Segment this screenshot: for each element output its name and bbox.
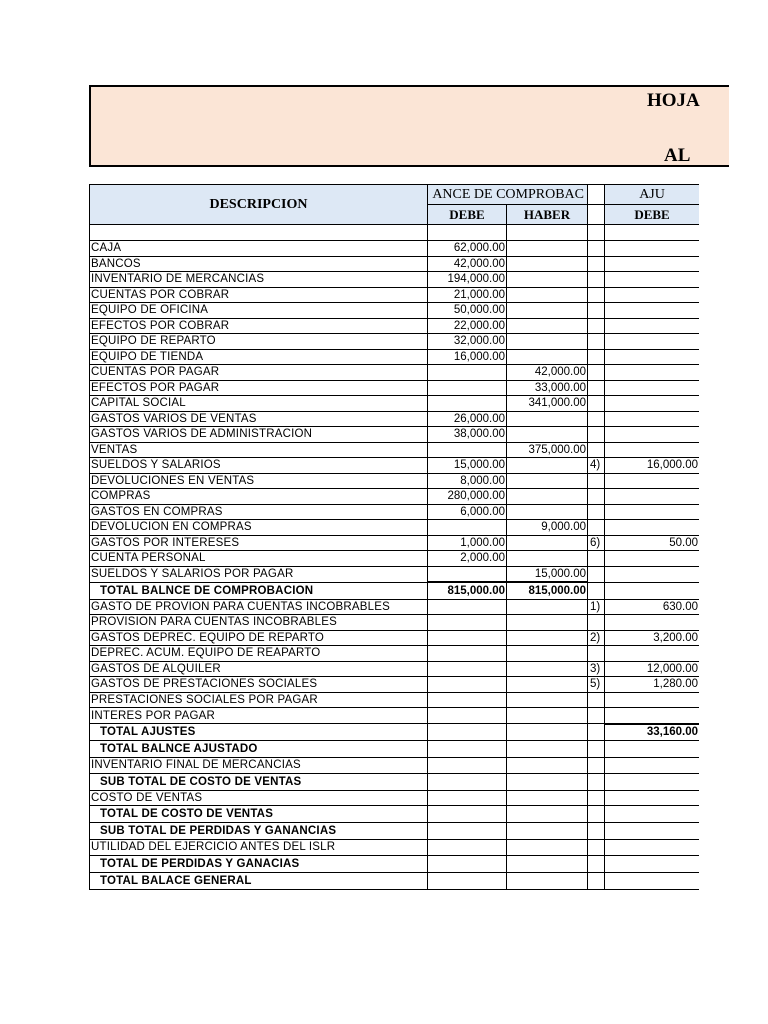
debe-cell[interactable]: 6,000.00 bbox=[428, 504, 507, 520]
debe-cell[interactable]: 15,000.00 bbox=[428, 458, 507, 474]
ajustes-debe-cell[interactable] bbox=[605, 272, 699, 288]
ajustes-debe-cell[interactable] bbox=[605, 303, 699, 319]
haber-cell[interactable] bbox=[507, 411, 588, 427]
column-header-balance-comprobacion: ANCE DE COMPROBAC bbox=[428, 185, 588, 205]
adjustment-ref-cell[interactable]: 1) bbox=[588, 599, 605, 615]
debe-cell[interactable] bbox=[428, 823, 507, 840]
ajustes-debe-cell[interactable] bbox=[605, 411, 699, 427]
table-row bbox=[90, 241, 700, 257]
account-description[interactable]: PRESTACIONES SOCIALES POR PAGAR bbox=[90, 692, 428, 708]
haber-cell[interactable] bbox=[507, 758, 588, 774]
table-row bbox=[90, 272, 700, 288]
table-row bbox=[90, 741, 700, 758]
adjustment-ref-cell[interactable] bbox=[588, 823, 605, 840]
account-description[interactable]: COMPRAS bbox=[90, 489, 428, 505]
adjustment-ref-cell[interactable]: 3) bbox=[588, 661, 605, 677]
adjustment-ref-cell[interactable] bbox=[588, 473, 605, 489]
table-row bbox=[90, 365, 700, 381]
ajustes-debe-cell[interactable] bbox=[605, 790, 699, 806]
account-description[interactable]: TOTAL DE COSTO DE VENTAS bbox=[90, 806, 428, 823]
account-description[interactable]: GASTOS DE PRESTACIONES SOCIALES bbox=[90, 677, 428, 693]
header-spacer bbox=[588, 205, 605, 225]
ajustes-debe-cell[interactable] bbox=[605, 473, 699, 489]
ajustes-debe-cell[interactable]: 630.00 bbox=[605, 599, 699, 615]
debe-cell[interactable] bbox=[428, 806, 507, 823]
account-description[interactable]: SUELDOS Y SALARIOS bbox=[90, 458, 428, 474]
debe-cell[interactable]: 26,000.00 bbox=[428, 411, 507, 427]
adjustment-ref-cell[interactable] bbox=[588, 520, 605, 536]
debe-cell[interactable]: 42,000.00 bbox=[428, 256, 507, 272]
haber-cell[interactable] bbox=[507, 504, 588, 520]
table-row bbox=[90, 630, 700, 646]
account-description[interactable]: DEVOLUCIONES EN VENTAS bbox=[90, 473, 428, 489]
haber-cell[interactable]: 375,000.00 bbox=[507, 442, 588, 458]
debe-cell[interactable] bbox=[428, 225, 507, 241]
table-row bbox=[90, 458, 700, 474]
adjustment-ref-cell[interactable] bbox=[588, 365, 605, 381]
adjustment-ref-cell[interactable] bbox=[588, 504, 605, 520]
table-row bbox=[90, 334, 700, 350]
debe-cell[interactable] bbox=[428, 855, 507, 872]
table-row bbox=[90, 599, 700, 615]
ajustes-debe-cell[interactable] bbox=[605, 758, 699, 774]
ajustes-debe-cell[interactable] bbox=[605, 442, 699, 458]
ajustes-debe-cell[interactable] bbox=[605, 241, 699, 257]
adjustment-ref-cell[interactable] bbox=[588, 855, 605, 872]
haber-cell[interactable]: 9,000.00 bbox=[507, 520, 588, 536]
ajustes-debe-cell[interactable]: 16,000.00 bbox=[605, 458, 699, 474]
column-header-haber: HABER bbox=[507, 205, 588, 225]
account-description[interactable]: TOTAL BALACE GENERAL bbox=[90, 872, 428, 889]
account-description[interactable]: GASTOS EN COMPRAS bbox=[90, 504, 428, 520]
ajustes-debe-cell[interactable] bbox=[605, 741, 699, 758]
table-row bbox=[90, 646, 700, 662]
haber-cell[interactable] bbox=[507, 489, 588, 505]
table-row bbox=[90, 504, 700, 520]
table-row bbox=[90, 535, 700, 551]
adjustment-ref-cell[interactable] bbox=[588, 773, 605, 790]
haber-cell[interactable] bbox=[507, 806, 588, 823]
table-row bbox=[90, 520, 700, 536]
debe-cell[interactable] bbox=[428, 661, 507, 677]
ajustes-debe-cell[interactable] bbox=[605, 396, 699, 412]
adjustment-ref-cell[interactable] bbox=[588, 334, 605, 350]
table-row bbox=[90, 551, 700, 567]
adjustment-ref-cell[interactable] bbox=[588, 758, 605, 774]
adjustment-ref-cell[interactable] bbox=[588, 256, 605, 272]
table-row bbox=[90, 855, 700, 872]
adjustment-ref-cell[interactable]: 2) bbox=[588, 630, 605, 646]
debe-cell[interactable]: 2,000.00 bbox=[428, 551, 507, 567]
adjustment-ref-cell[interactable]: 5) bbox=[588, 677, 605, 693]
account-description[interactable]: TOTAL DE PERDIDAS Y GANACIAS bbox=[90, 855, 428, 872]
header-spacer bbox=[588, 185, 605, 205]
table-row bbox=[90, 427, 700, 443]
column-header-debe: DEBE bbox=[428, 205, 507, 225]
table-row bbox=[90, 677, 700, 693]
debe-cell[interactable] bbox=[428, 566, 507, 582]
adjustment-ref-cell[interactable] bbox=[588, 615, 605, 631]
ajustes-debe-cell[interactable] bbox=[605, 692, 699, 708]
account-description[interactable]: CAPITAL SOCIAL bbox=[90, 396, 428, 412]
account-description[interactable]: EFECTOS POR COBRAR bbox=[90, 318, 428, 334]
account-description[interactable]: UTILIDAD DEL EJERCICIO ANTES DEL ISLR bbox=[90, 840, 428, 856]
adjustment-ref-cell[interactable] bbox=[588, 840, 605, 856]
debe-cell[interactable] bbox=[428, 442, 507, 458]
haber-cell[interactable]: 341,000.00 bbox=[507, 396, 588, 412]
haber-cell[interactable] bbox=[507, 272, 588, 288]
haber-cell[interactable]: 42,000.00 bbox=[507, 365, 588, 381]
table-row bbox=[90, 396, 700, 412]
account-description[interactable]: PROVISION PARA CUENTAS INCOBRABLES bbox=[90, 615, 428, 631]
debe-cell[interactable] bbox=[428, 840, 507, 856]
haber-cell[interactable] bbox=[507, 318, 588, 334]
table-row bbox=[90, 318, 700, 334]
ajustes-debe-cell[interactable] bbox=[605, 773, 699, 790]
table-row bbox=[90, 473, 700, 489]
table-row bbox=[90, 256, 700, 272]
account-description[interactable] bbox=[90, 225, 428, 241]
debe-cell[interactable]: 38,000.00 bbox=[428, 427, 507, 443]
ajustes-debe-cell[interactable] bbox=[605, 256, 699, 272]
ajustes-debe-cell[interactable] bbox=[605, 380, 699, 396]
table-row bbox=[90, 840, 700, 856]
ajustes-debe-cell[interactable] bbox=[605, 582, 699, 599]
haber-cell[interactable] bbox=[507, 790, 588, 806]
haber-cell[interactable] bbox=[507, 241, 588, 257]
ajustes-debe-cell[interactable] bbox=[605, 318, 699, 334]
debe-cell[interactable]: 1,000.00 bbox=[428, 535, 507, 551]
adjustment-ref-cell[interactable] bbox=[588, 489, 605, 505]
ajustes-debe-cell[interactable]: 50.00 bbox=[605, 535, 699, 551]
debe-cell[interactable] bbox=[428, 380, 507, 396]
adjustment-ref-cell[interactable] bbox=[588, 708, 605, 724]
haber-cell[interactable] bbox=[507, 599, 588, 615]
haber-cell[interactable]: 33,000.00 bbox=[507, 380, 588, 396]
debe-cell[interactable]: 8,000.00 bbox=[428, 473, 507, 489]
ajustes-debe-cell[interactable]: 3,200.00 bbox=[605, 630, 699, 646]
debe-cell[interactable] bbox=[428, 677, 507, 693]
haber-cell[interactable] bbox=[507, 458, 588, 474]
account-description[interactable]: CUENTA PERSONAL bbox=[90, 551, 428, 567]
adjustment-ref-cell[interactable] bbox=[588, 442, 605, 458]
debe-cell[interactable]: 32,000.00 bbox=[428, 334, 507, 350]
haber-cell[interactable] bbox=[507, 872, 588, 889]
debe-cell[interactable] bbox=[428, 872, 507, 889]
adjustment-ref-cell[interactable] bbox=[588, 551, 605, 567]
account-description[interactable]: INTERES POR PAGAR bbox=[90, 708, 428, 724]
table-row bbox=[90, 758, 700, 774]
account-description[interactable]: TOTAL BALNCE AJUSTADO bbox=[90, 741, 428, 758]
ajustes-debe-cell[interactable] bbox=[605, 566, 699, 582]
adjustment-ref-cell[interactable] bbox=[588, 380, 605, 396]
debe-cell[interactable] bbox=[428, 630, 507, 646]
account-description[interactable]: EFECTOS POR PAGAR bbox=[90, 380, 428, 396]
haber-cell[interactable] bbox=[507, 427, 588, 443]
ajustes-debe-cell[interactable] bbox=[605, 334, 699, 350]
table-row bbox=[90, 773, 700, 790]
account-description[interactable]: SUB TOTAL DE PERDIDAS Y GANANCIAS bbox=[90, 823, 428, 840]
adjustment-ref-cell[interactable] bbox=[588, 566, 605, 582]
table-row bbox=[90, 806, 700, 823]
haber-cell[interactable] bbox=[507, 303, 588, 319]
adjustment-ref-cell[interactable] bbox=[588, 790, 605, 806]
account-description[interactable]: GASTOS VARIOS DE VENTAS bbox=[90, 411, 428, 427]
haber-cell[interactable] bbox=[507, 724, 588, 741]
ajustes-debe-cell[interactable] bbox=[605, 504, 699, 520]
haber-cell[interactable] bbox=[507, 334, 588, 350]
haber-cell[interactable] bbox=[507, 840, 588, 856]
adjustment-ref-cell[interactable] bbox=[588, 692, 605, 708]
adjustment-ref-cell[interactable] bbox=[588, 272, 605, 288]
haber-cell[interactable] bbox=[507, 661, 588, 677]
adjustment-ref-cell[interactable] bbox=[588, 582, 605, 599]
account-description[interactable]: DEVOLUCION EN COMPRAS bbox=[90, 520, 428, 536]
account-description[interactable]: GASTOS DEPREC. EQUIPO DE REPARTO bbox=[90, 630, 428, 646]
account-description[interactable]: GASTOS DE ALQUILER bbox=[90, 661, 428, 677]
haber-cell[interactable] bbox=[507, 225, 588, 241]
debe-cell[interactable] bbox=[428, 741, 507, 758]
haber-cell[interactable] bbox=[507, 535, 588, 551]
haber-cell[interactable] bbox=[507, 256, 588, 272]
table-row bbox=[90, 790, 700, 806]
table-row bbox=[90, 442, 700, 458]
account-description[interactable]: CAJA bbox=[90, 241, 428, 257]
ajustes-debe-cell[interactable] bbox=[605, 349, 699, 365]
debe-cell[interactable]: 16,000.00 bbox=[428, 349, 507, 365]
adjustment-ref-cell[interactable]: 6) bbox=[588, 535, 605, 551]
ajustes-debe-cell[interactable] bbox=[605, 427, 699, 443]
account-description[interactable]: EQUIPO DE TIENDA bbox=[90, 349, 428, 365]
table-row bbox=[90, 823, 700, 840]
account-description[interactable]: GASTOS VARIOS DE ADMINISTRACION bbox=[90, 427, 428, 443]
haber-cell[interactable] bbox=[507, 349, 588, 365]
table-row bbox=[90, 287, 700, 303]
column-header-ajustes-debe: DEBE bbox=[605, 205, 699, 225]
table-row bbox=[90, 225, 700, 241]
account-description[interactable]: INVENTARIO FINAL DE MERCANCIAS bbox=[90, 758, 428, 774]
haber-cell[interactable] bbox=[507, 708, 588, 724]
haber-cell[interactable] bbox=[507, 823, 588, 840]
ajustes-debe-cell[interactable] bbox=[605, 287, 699, 303]
adjustment-ref-cell[interactable] bbox=[588, 287, 605, 303]
account-description[interactable]: EQUIPO DE OFICINA bbox=[90, 303, 428, 319]
ajustes-debe-cell[interactable] bbox=[605, 708, 699, 724]
account-description[interactable]: COSTO DE VENTAS bbox=[90, 790, 428, 806]
debe-cell[interactable] bbox=[428, 365, 507, 381]
ajustes-debe-cell[interactable] bbox=[605, 489, 699, 505]
ajustes-debe-cell[interactable] bbox=[605, 855, 699, 872]
haber-cell[interactable] bbox=[507, 677, 588, 693]
haber-cell[interactable] bbox=[507, 692, 588, 708]
table-row bbox=[90, 692, 700, 708]
debe-cell[interactable] bbox=[428, 396, 507, 412]
adjustment-ref-cell[interactable] bbox=[588, 396, 605, 412]
account-description[interactable]: EQUIPO DE REPARTO bbox=[90, 334, 428, 350]
adjustment-ref-cell[interactable] bbox=[588, 303, 605, 319]
debe-cell[interactable] bbox=[428, 724, 507, 741]
adjustment-ref-cell[interactable]: 4) bbox=[588, 458, 605, 474]
haber-cell[interactable] bbox=[507, 646, 588, 662]
debe-cell[interactable] bbox=[428, 758, 507, 774]
debe-cell[interactable] bbox=[428, 599, 507, 615]
adjustment-ref-cell[interactable] bbox=[588, 724, 605, 741]
haber-cell[interactable] bbox=[507, 473, 588, 489]
account-description[interactable]: DEPREC. ACUM. EQUIPO DE REAPARTO bbox=[90, 646, 428, 662]
adjustment-ref-cell[interactable] bbox=[588, 872, 605, 889]
adjustment-ref-cell[interactable] bbox=[588, 241, 605, 257]
account-description[interactable]: TOTAL AJUSTES bbox=[90, 724, 428, 741]
account-description[interactable]: CUENTAS POR COBRAR bbox=[90, 287, 428, 303]
debe-cell[interactable] bbox=[428, 692, 507, 708]
table-row bbox=[90, 724, 700, 741]
table-row bbox=[90, 615, 700, 631]
debe-cell[interactable] bbox=[428, 646, 507, 662]
haber-cell[interactable] bbox=[507, 773, 588, 790]
adjustment-ref-cell[interactable] bbox=[588, 225, 605, 241]
table-row bbox=[90, 349, 700, 365]
ajustes-debe-cell[interactable] bbox=[605, 225, 699, 241]
ajustes-debe-cell[interactable] bbox=[605, 823, 699, 840]
debe-cell[interactable] bbox=[428, 520, 507, 536]
adjustment-ref-cell[interactable] bbox=[588, 646, 605, 662]
worksheet-table bbox=[89, 184, 699, 890]
adjustment-ref-cell[interactable] bbox=[588, 318, 605, 334]
table-row bbox=[90, 566, 700, 582]
debe-cell[interactable]: 21,000.00 bbox=[428, 287, 507, 303]
worksheet-title-banner bbox=[89, 85, 729, 167]
account-description[interactable]: VENTAS bbox=[90, 442, 428, 458]
account-description[interactable]: BANCOS bbox=[90, 256, 428, 272]
debe-cell[interactable]: 22,000.00 bbox=[428, 318, 507, 334]
haber-cell[interactable] bbox=[507, 287, 588, 303]
haber-cell[interactable]: 15,000.00 bbox=[507, 566, 588, 582]
haber-cell[interactable]: 815,000.00 bbox=[507, 582, 588, 599]
adjustment-ref-cell[interactable] bbox=[588, 741, 605, 758]
table-row bbox=[90, 303, 700, 319]
adjustment-ref-cell[interactable] bbox=[588, 806, 605, 823]
column-header-descripcion: DESCRIPCION bbox=[90, 185, 428, 225]
ajustes-debe-cell[interactable]: 1,280.00 bbox=[605, 677, 699, 693]
table-row bbox=[90, 411, 700, 427]
table-row bbox=[90, 489, 700, 505]
account-description[interactable]: INVENTARIO DE MERCANCIAS bbox=[90, 272, 428, 288]
debe-cell[interactable]: 815,000.00 bbox=[428, 582, 507, 599]
debe-cell[interactable]: 62,000.00 bbox=[428, 241, 507, 257]
account-description[interactable]: GASTO DE PROVION PARA CUENTAS INCOBRABLES bbox=[90, 599, 428, 615]
table-row bbox=[90, 872, 700, 889]
debe-cell[interactable] bbox=[428, 790, 507, 806]
ajustes-debe-cell[interactable] bbox=[605, 806, 699, 823]
haber-cell[interactable] bbox=[507, 551, 588, 567]
table-row bbox=[90, 380, 700, 396]
table-row bbox=[90, 661, 700, 677]
adjustment-ref-cell[interactable] bbox=[588, 349, 605, 365]
ajustes-debe-cell[interactable] bbox=[605, 551, 699, 567]
table-row bbox=[90, 708, 700, 724]
ajustes-debe-cell[interactable]: 33,160.00 bbox=[605, 724, 699, 741]
adjustment-ref-cell[interactable] bbox=[588, 411, 605, 427]
account-description[interactable]: SUELDOS Y SALARIOS POR PAGAR bbox=[90, 566, 428, 582]
worksheet-grid bbox=[89, 184, 699, 894]
account-description[interactable]: GASTOS POR INTERESES bbox=[90, 535, 428, 551]
haber-cell[interactable] bbox=[507, 855, 588, 872]
ajustes-debe-cell[interactable] bbox=[605, 615, 699, 631]
ajustes-debe-cell[interactable]: 12,000.00 bbox=[605, 661, 699, 677]
debe-cell[interactable] bbox=[428, 773, 507, 790]
haber-cell[interactable] bbox=[507, 741, 588, 758]
ajustes-debe-cell[interactable] bbox=[605, 840, 699, 856]
worksheet-title: HOJA bbox=[647, 90, 700, 111]
ajustes-debe-cell[interactable] bbox=[605, 520, 699, 536]
worksheet-date-line: AL bbox=[664, 145, 691, 166]
haber-cell[interactable] bbox=[507, 630, 588, 646]
account-description[interactable]: TOTAL BALNCE DE COMPROBACION bbox=[90, 582, 428, 599]
column-header-ajustes: AJU bbox=[605, 185, 699, 205]
ajustes-debe-cell[interactable] bbox=[605, 365, 699, 381]
debe-cell[interactable]: 194,000.00 bbox=[428, 272, 507, 288]
debe-cell[interactable] bbox=[428, 615, 507, 631]
account-description[interactable]: SUB TOTAL DE COSTO DE VENTAS bbox=[90, 773, 428, 790]
ajustes-debe-cell[interactable] bbox=[605, 872, 699, 889]
haber-cell[interactable] bbox=[507, 615, 588, 631]
table-row bbox=[90, 582, 700, 599]
debe-cell[interactable]: 50,000.00 bbox=[428, 303, 507, 319]
debe-cell[interactable]: 280,000.00 bbox=[428, 489, 507, 505]
adjustment-ref-cell[interactable] bbox=[588, 427, 605, 443]
account-description[interactable]: CUENTAS POR PAGAR bbox=[90, 365, 428, 381]
ajustes-debe-cell[interactable] bbox=[605, 646, 699, 662]
debe-cell[interactable] bbox=[428, 708, 507, 724]
